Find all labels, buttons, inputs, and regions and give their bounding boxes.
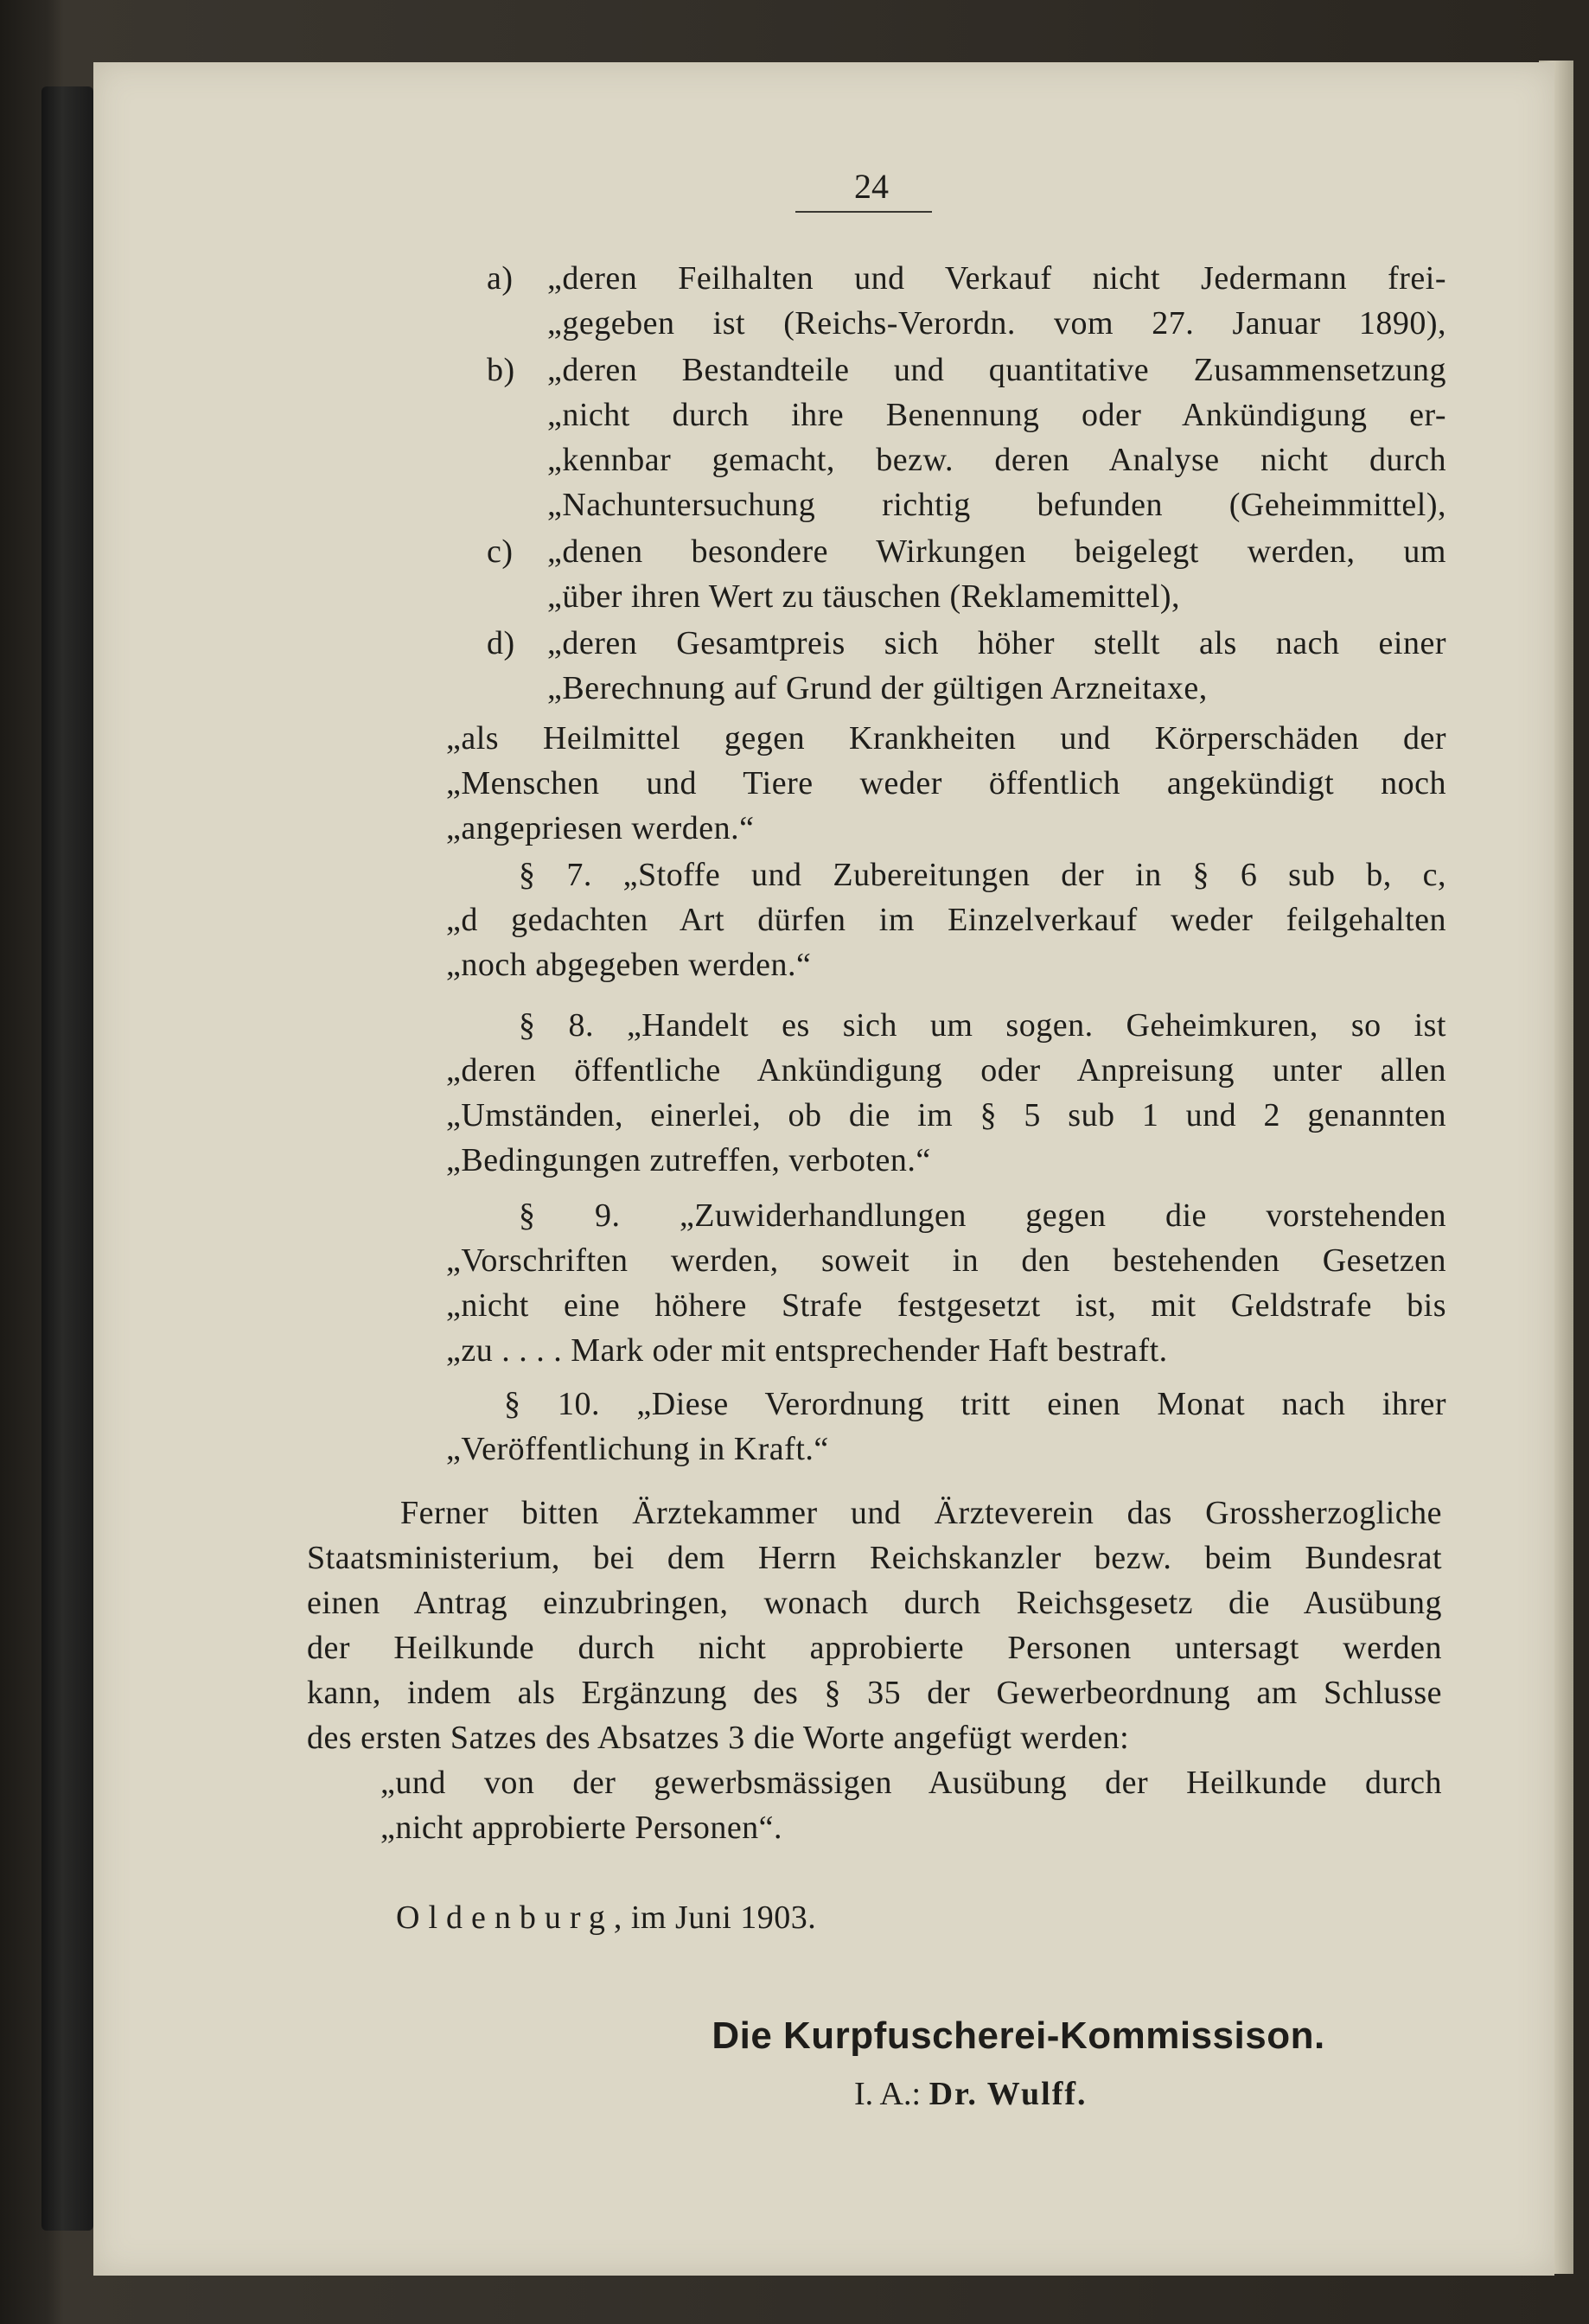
continuation-line-3: „angepriesen werden.“ (446, 810, 755, 846)
dateline-date: , im Juni 1903. (613, 1899, 817, 1936)
section-7-line-2: „d gedachten Art dürfen im Einzelverkauf weder feilgehalten (446, 902, 1446, 938)
list-b-line-3: „kennbar gemacht, bezw. deren Analyse nicht durch (547, 442, 1446, 478)
section-8-line-3: „Umständen, einerlei, ob die im § 5 sub 1 und 2 genannten (446, 1097, 1446, 1133)
signature-prefix: I. A.: (854, 2076, 922, 2112)
list-marker-a: a) (487, 260, 514, 297)
section-9-line-4: „zu . . . . Mark oder mit entsprechender Haft bestraft. (446, 1332, 1168, 1369)
continuation-line-2: „Menschen und Tiere weder öffentlich angekündigt noch (446, 765, 1446, 801)
paragraph-line-5: kann, indem als Ergänzung des § 35 der Gewerbeordnung am Schlusse (307, 1675, 1442, 1711)
quote-line-2: „nicht approbierte Personen“. (380, 1810, 783, 1846)
signature-name: Dr. Wulff. (929, 2076, 1088, 2112)
list-a-line-1: „deren Feilhalten und Verkauf nicht Jedermann frei- (547, 260, 1446, 297)
list-b-line-1: „deren Bestandteile und quantitative Zusammensetzung (547, 352, 1446, 388)
page-number-rule (795, 211, 932, 213)
book-spine (41, 86, 93, 2231)
paragraph-line-6: des ersten Satzes des Absatzes 3 die Worte angefügt werden: (307, 1720, 1130, 1756)
section-9-line-1: § 9. „Zuwiderhandlungen gegen die vorstehenden (519, 1197, 1446, 1234)
signature-line (854, 2075, 1088, 2113)
list-marker-b: b) (487, 352, 515, 388)
dateline-place: Oldenburg (396, 1899, 614, 1936)
document-page (93, 62, 1554, 2276)
continuation-line-1: „als Heilmittel gegen Krankheiten und Körperschäden der (446, 720, 1446, 757)
paragraph-line-1: Ferner bitten Ärztekammer und Ärzteverein das Grossherzogliche (400, 1495, 1442, 1531)
list-b-line-2: „nicht durch ihre Benennung oder Ankündigung er- (547, 397, 1446, 433)
section-7-line-1: § 7. „Stoffe und Zubereitungen der in § 6 sub b, c, (519, 857, 1446, 893)
section-10-line-1: § 10. „Diese Verordnung tritt einen Monat nach ihrer (504, 1386, 1446, 1422)
paragraph-line-4: der Heilkunde durch nicht approbierte Personen untersagt werden (307, 1630, 1442, 1666)
section-8-line-1: § 8. „Handelt es sich um sogen. Geheimkuren, so ist (519, 1007, 1446, 1044)
list-marker-d: d) (487, 625, 515, 661)
list-c-line-1: „denen besondere Wirkungen beigelegt werden, um (547, 533, 1446, 570)
list-b-line-4: „Nachuntersuchung richtig befunden (Geheimmittel), (547, 487, 1446, 523)
page-number: 24 (854, 167, 889, 206)
list-marker-c: c) (487, 533, 514, 570)
section-7-line-3: „noch abgegeben werden.“ (446, 947, 812, 983)
section-9-line-2: „Vorschriften werden, soweit in den bestehenden Gesetzen (446, 1242, 1446, 1279)
dateline (396, 1899, 816, 1937)
section-8-line-4: „Bedingungen zutreffen, verboten.“ (446, 1142, 931, 1178)
section-9-line-3: „nicht eine höhere Strafe festgesetzt ist, mit Geldstrafe bis (446, 1287, 1446, 1324)
paragraph-line-2: Staatsministerium, bei dem Herrn Reichskanzler bezw. beim Bundesrat (307, 1540, 1442, 1576)
paragraph-line-3: einen Antrag einzubringen, wonach durch Reichsgesetz die Ausübung (307, 1585, 1442, 1621)
section-8-line-2: „deren öffentliche Ankündigung oder Anpreisung unter allen (446, 1052, 1446, 1089)
section-10-line-2: „Veröffentlichung in Kraft.“ (446, 1431, 829, 1467)
list-d-line-1: „deren Gesamtpreis sich höher stellt als nach einer (547, 625, 1446, 661)
list-a-line-2: „gegeben ist (Reichs-Verordn. vom 27. Januar 1890), (547, 305, 1446, 342)
signature-title: Die Kurpfuscherei-Kommissison. (712, 2014, 1325, 2057)
list-c-line-2: „über ihren Wert zu täuschen (Reklamemittel), (547, 578, 1181, 615)
quote-line-1: „und von der gewerbsmässigen Ausübung der Heilkunde durch (380, 1765, 1442, 1801)
list-d-line-2: „Berechnung auf Grund der gültigen Arzneitaxe, (547, 670, 1208, 706)
